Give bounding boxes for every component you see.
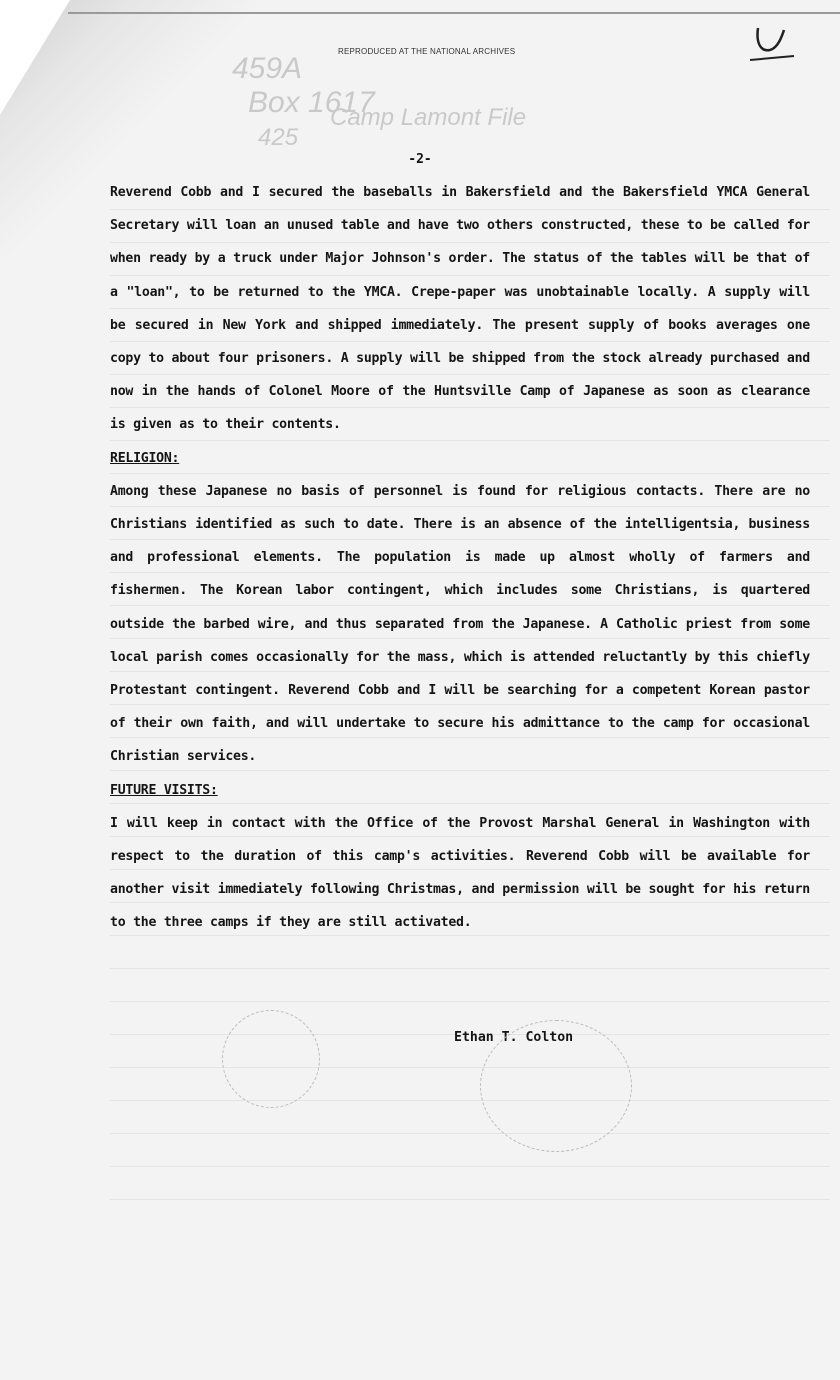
pencil-note-3: 425: [258, 124, 299, 151]
future-visits-paragraph: I will keep in contact with the Office of the Provost Marshal General in Washington with respect to the duration of this camp's activities. Reverend Cobb will be available for another visit immediately following Christmas, and permission will be sought for his return to the three camps if they are still activated.: [110, 815, 810, 931]
signature: Ethan T. Colton: [454, 1030, 574, 1045]
faint-stamp-right: [480, 1020, 632, 1152]
intro-paragraph: Reverend Cobb and I secured the baseballs in Bakersfield and the Bakersfield YMCA General Secretary will loan an unused table and have two others constructed, these to be called for when ready by a truck under Major Johnson's order. The status of the tables will be that of a "loan", to be returned to the YMCA. Crepe-paper was unobtainable locally. A supply will be secured in New York and shipped immediately. The present supply of books averages one copy to about four prisoners. A supply will be shipped from the stock already purchased and now in the hands of Colonel Moore of the Huntsville Camp of Japanese as soon as clearance is given as to their contents.: [110, 185, 810, 433]
archive-note: REPRODUCED AT THE NATIONAL ARCHIVES: [338, 47, 516, 56]
religion-paragraph: Among these Japanese no basis of personnel is found for religious contacts. There are no Christians identified as such to date. There is an absence of the intelligentsia, business and professional elements. The population is made up almost wholly of farmers and fishermen. The Korean labor contingent, which includes some Christians, is quartered outside the barbed wire, and thus separated from the Japanese. A Catholic priest from some local parish comes occasionally for the mass, which is attended reluctantly by this chiefly Protestant contingent. Reverend Cobb and I will be searching for a competent Korean pastor of their own faith, and will undertake to secure his admittance to the camp for occasional Christian services.: [110, 483, 810, 765]
letter-body: [110, 176, 810, 940]
folded-corner: [0, 0, 70, 115]
religion-heading: RELIGION:: [110, 450, 180, 466]
page-top-edge: [68, 12, 840, 14]
pencil-note-2: Box 1617: [248, 86, 375, 119]
faint-stamp-left: [222, 1010, 320, 1108]
pencil-note-4: Camp Lamont File: [330, 104, 527, 131]
pencil-note-1: 459A: [232, 52, 303, 85]
checkmark-icon: [748, 22, 796, 66]
page-number: -2-: [408, 152, 432, 167]
future-visits-heading: FUTURE VISITS:: [110, 782, 218, 798]
